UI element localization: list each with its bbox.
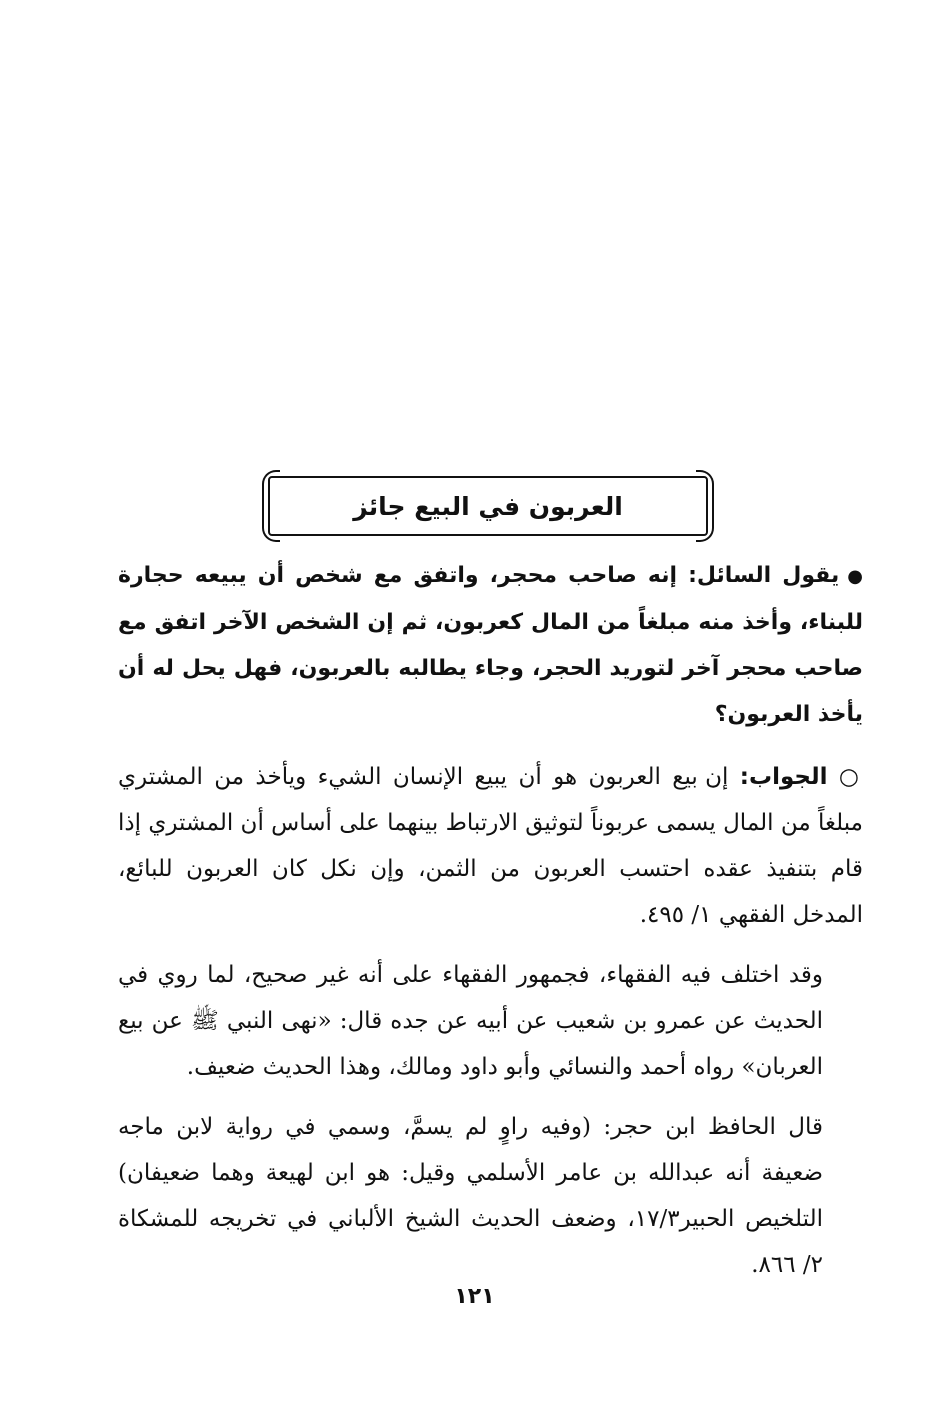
question-text: يقول السائل: إنه صاحب محجر، واتفق مع شخص أن يبيعه حجارة للبناء، وأخذ منه مبلغاً من المال كعربون، ثم إن الشخص الآخر اتفق مع صاحب محجر آخر لتوريد الحجر، وجاء يطالبه بالعربون، فهل يحل له أن يأخذ العربون؟ bbox=[118, 563, 863, 727]
page-number: ١٢١ bbox=[454, 1284, 495, 1309]
page-body bbox=[118, 553, 863, 1302]
section-title: العربون في البيع جائز bbox=[353, 491, 623, 521]
answer-paragraph bbox=[118, 754, 863, 938]
body-paragraph-2: قال الحافظ ابن حجر: (وفيه راوٍ لم يسمَّ، وسمي في رواية لابن ماجه ضعيفة أنه عبدالله بن عامر الأسلمي وقيل: هو ابن لهيعة وهما ضعيفان) التلخيص الحبير١٧/٣، وضعف الحديث الشيخ الألباني في تخريجه للمشكاة ٢/ ٨٦٦. bbox=[118, 1114, 824, 1278]
answer-marker-icon: ○ bbox=[838, 764, 864, 790]
question-paragraph bbox=[118, 553, 863, 738]
answer-text: إن بيع العربون هو أن يبيع الإنسان الشيء ويأخذ من المشتري مبلغاً من المال يسمى عربوناً لتوثيق الارتباط بينهما على أساس أن المشتري إذا قام بتنفيذ عقده احتسب العربون من الثمن، وإن نكل كان العربون للبائع، المدخل الفقهي ١/ ٤٩٥. bbox=[118, 764, 863, 928]
body-paragraph-1: وقد اختلف فيه الفقهاء، فجمهور الفقهاء على أنه غير صحيح، لما روي في الحديث عن عمرو بن شعيب عن أبيه عن جده قال: «نهى النبي ﷺ عن بيع العربان» رواه أحمد والنسائي وأبو داود ومالك، وهذا الحديث ضعيف. bbox=[118, 962, 823, 1080]
section-title-frame bbox=[268, 476, 708, 536]
bullet-icon: ● bbox=[847, 566, 863, 587]
answer-label: الجواب: bbox=[739, 764, 828, 790]
